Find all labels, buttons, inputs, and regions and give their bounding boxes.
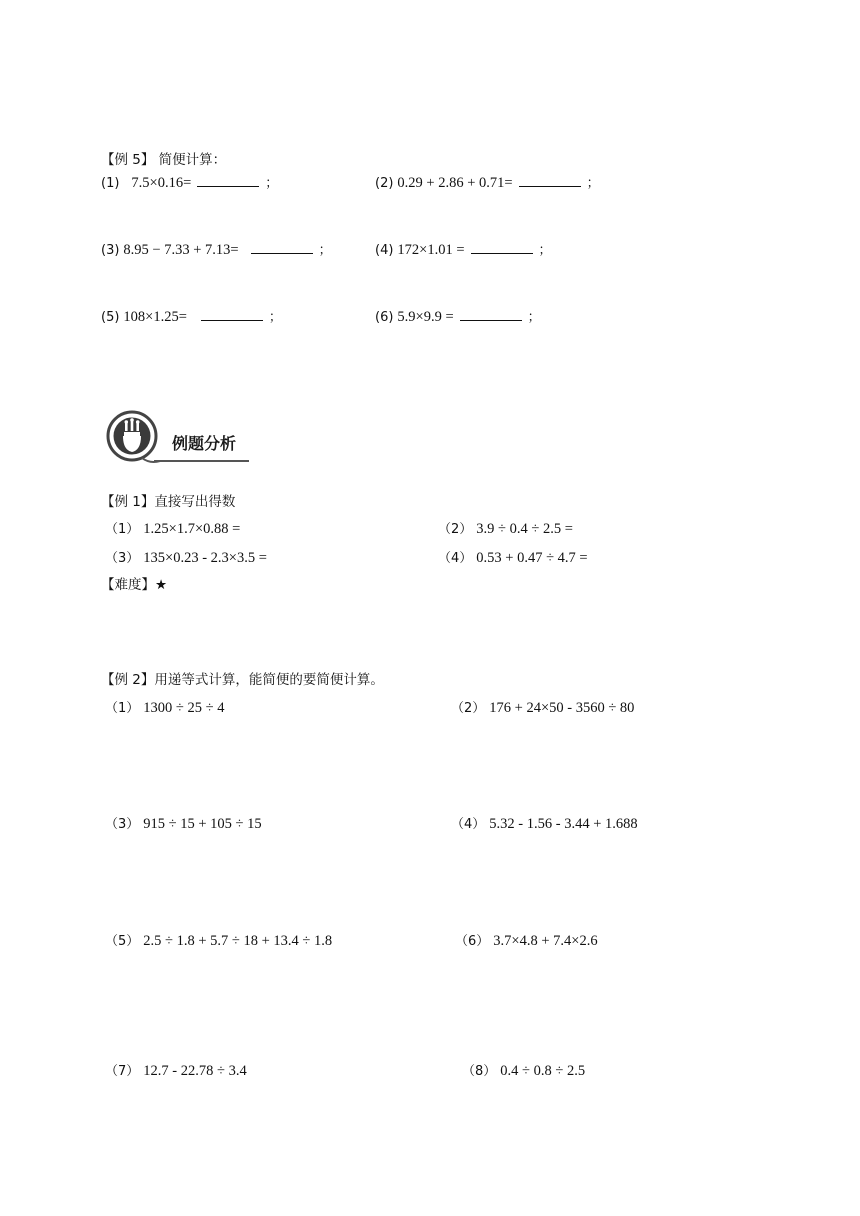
answer-blank[interactable] bbox=[519, 174, 581, 187]
item-tail: ； bbox=[268, 310, 282, 325]
ex2-item-5 bbox=[105, 930, 332, 950]
item-label: （2） bbox=[438, 522, 473, 537]
item-expression: 12.7 - 22.78 ÷ 3.4 bbox=[143, 1063, 247, 1079]
ex1-item-1 bbox=[105, 518, 240, 538]
item-tail: ； bbox=[527, 310, 541, 325]
ex5-item-5 bbox=[101, 306, 282, 326]
item-label: （6） bbox=[455, 934, 490, 949]
item-tail: ； bbox=[265, 176, 279, 191]
ex5-item-3 bbox=[101, 239, 332, 259]
item-label: （1） bbox=[105, 701, 140, 716]
item-expression: 3.7×4.8 + 7.4×2.6 bbox=[493, 933, 598, 949]
ex5-item-1 bbox=[101, 172, 278, 192]
ex2-item-8 bbox=[462, 1060, 585, 1080]
ex1-item-3 bbox=[105, 547, 267, 567]
item-label: (1) bbox=[101, 176, 120, 191]
item-expression: 1.25×1.7×0.88 = bbox=[143, 521, 241, 537]
item-tail: ； bbox=[538, 243, 552, 258]
item-expression: 1300 ÷ 25 ÷ 4 bbox=[143, 700, 225, 716]
ex2-item-6 bbox=[455, 930, 598, 950]
ex2-item-3 bbox=[105, 813, 262, 833]
ex2-item-7 bbox=[105, 1060, 247, 1080]
example-1-header: 【例 1】直接写出得数 bbox=[101, 494, 236, 510]
item-expression: 108×1.25= bbox=[123, 309, 187, 325]
item-label: （7） bbox=[105, 1064, 140, 1079]
item-label: (2) bbox=[375, 176, 394, 191]
item-expression: 915 ÷ 15 + 105 ÷ 15 bbox=[143, 816, 262, 832]
ex5-item-2 bbox=[375, 172, 600, 192]
item-expression: 7.5×0.16= bbox=[131, 175, 192, 191]
item-label: （2） bbox=[451, 701, 486, 716]
item-expression: 0.29 + 2.86 + 0.71= bbox=[397, 175, 513, 191]
item-expression: 0.53 + 0.47 ÷ 4.7 = bbox=[476, 550, 588, 566]
item-label: （4） bbox=[451, 817, 486, 832]
item-label: （8） bbox=[462, 1064, 497, 1079]
ex2-item-1 bbox=[105, 697, 224, 717]
section-title: 例题分析 bbox=[172, 434, 237, 453]
item-expression: 0.4 ÷ 0.8 ÷ 2.5 bbox=[500, 1063, 586, 1079]
answer-blank[interactable] bbox=[460, 308, 522, 321]
item-label: （4） bbox=[438, 551, 473, 566]
item-expression: 3.9 ÷ 0.4 ÷ 2.5 = bbox=[476, 521, 573, 537]
difficulty-label: 【难度】★ bbox=[101, 577, 168, 593]
example-2-header: 【例 2】用递等式计算，能简便的要简便计算。 bbox=[101, 672, 384, 688]
item-label: (6) bbox=[375, 310, 394, 325]
item-expression: 176 + 24×50 - 3560 ÷ 80 bbox=[489, 700, 635, 716]
item-expression: 2.5 ÷ 1.8 + 5.7 ÷ 18 + 13.4 ÷ 1.8 bbox=[143, 933, 333, 949]
item-expression: 172×1.01 = bbox=[397, 242, 465, 258]
answer-blank[interactable] bbox=[471, 241, 533, 254]
item-label: （3） bbox=[105, 551, 140, 566]
item-expression: 5.32 - 1.56 - 3.44 + 1.688 bbox=[489, 816, 638, 832]
item-expression: 8.95 − 7.33 + 7.13= bbox=[123, 242, 239, 258]
item-tail: ； bbox=[586, 176, 600, 191]
item-label: (3) bbox=[101, 243, 120, 258]
ex5-item-6 bbox=[375, 306, 541, 326]
item-label: (5) bbox=[101, 310, 120, 325]
item-label: （5） bbox=[105, 934, 140, 949]
answer-blank[interactable] bbox=[251, 241, 313, 254]
answer-blank[interactable] bbox=[201, 308, 263, 321]
item-label: (4) bbox=[375, 243, 394, 258]
answer-blank[interactable] bbox=[197, 174, 259, 187]
item-label: （1） bbox=[105, 522, 140, 537]
ex1-item-4 bbox=[438, 547, 588, 567]
example-5-header: 【例 5】 简便计算： bbox=[101, 152, 227, 168]
item-expression: 5.9×9.9 = bbox=[397, 309, 454, 325]
item-label: （3） bbox=[105, 817, 140, 832]
item-expression: 135×0.23 - 2.3×3.5 = bbox=[143, 550, 267, 566]
ex5-item-4 bbox=[375, 239, 552, 259]
ex1-item-2 bbox=[438, 518, 573, 538]
item-tail: ； bbox=[318, 243, 332, 258]
ex2-item-2 bbox=[451, 697, 634, 717]
ex2-item-4 bbox=[451, 813, 638, 833]
